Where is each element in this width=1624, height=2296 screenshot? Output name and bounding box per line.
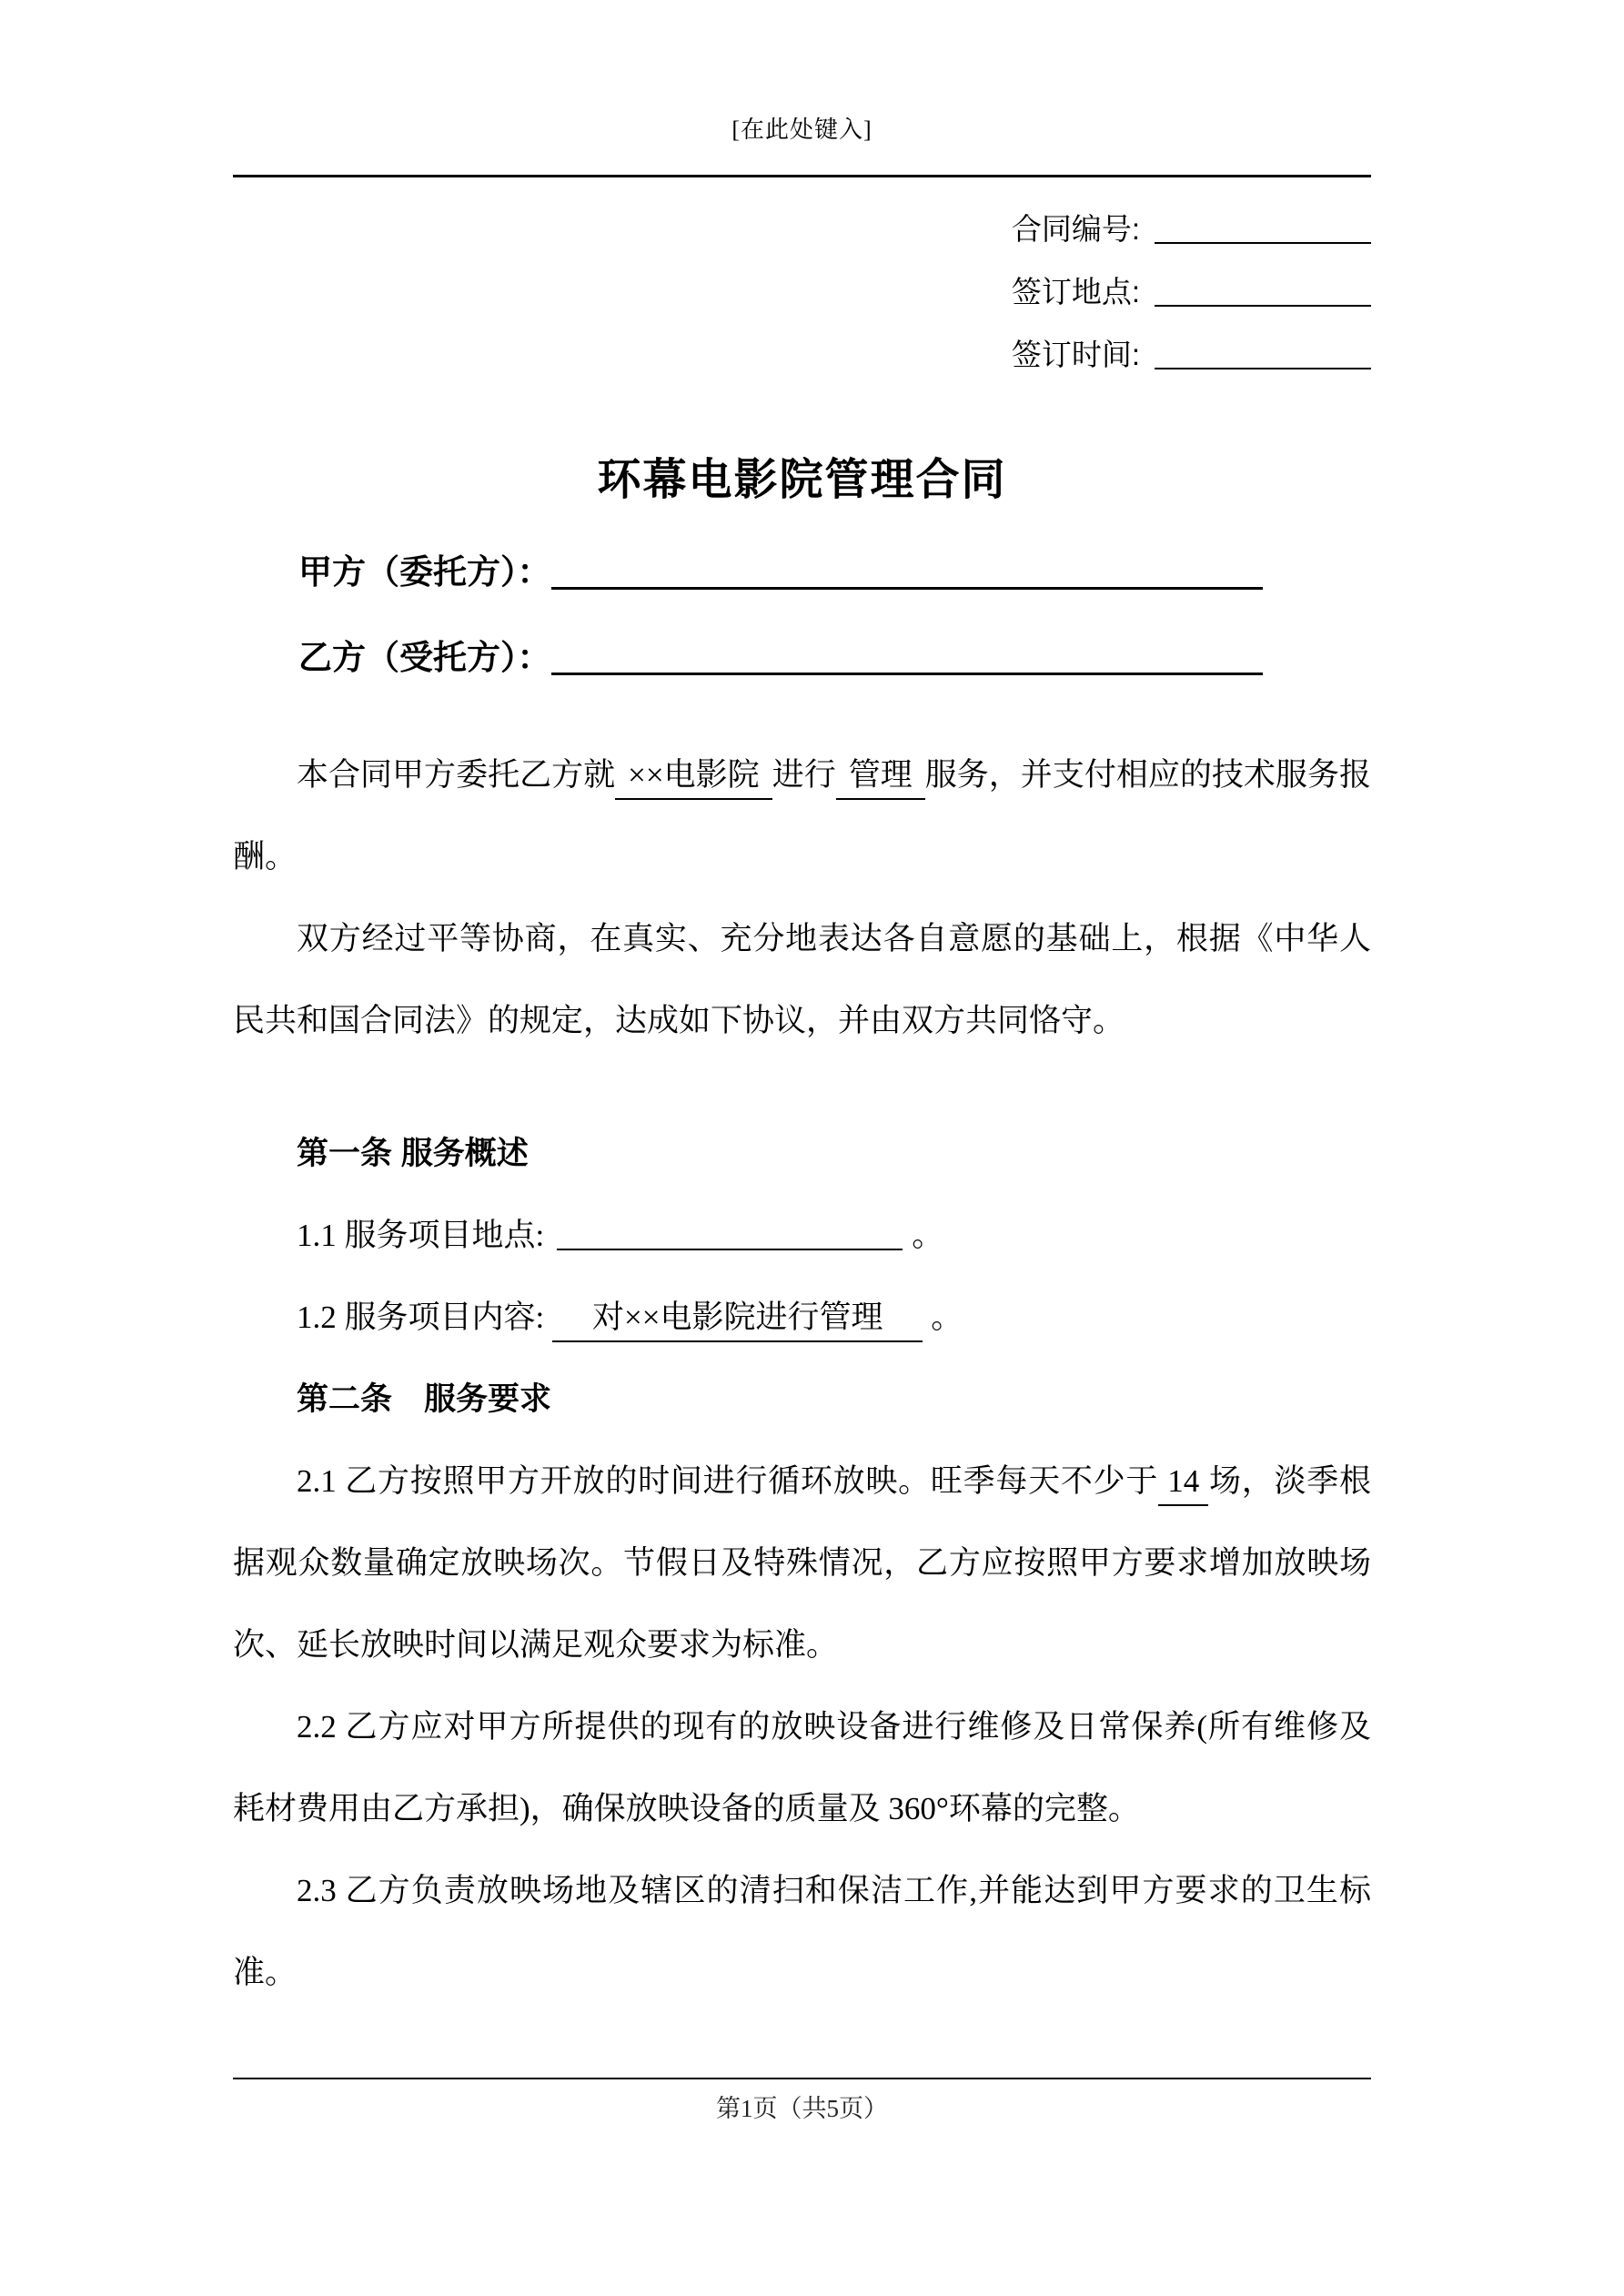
intro-p1-text-3: 服务，并支付相应的技术服务报酬。 [233, 757, 1371, 875]
party-b-row [233, 634, 1371, 682]
item-1-1-blank [557, 1249, 903, 1250]
item-1-2-label: 1.2 服务项目内容: [297, 1300, 545, 1335]
page-header [233, 115, 1371, 146]
sign-place-label: 签订地点: [1011, 275, 1140, 308]
page-number: 第1页（共5页） [716, 2095, 888, 2122]
item-1-1-suffix: 。 [912, 1218, 944, 1253]
section-1-heading: 第一条 服务概述 [297, 1136, 529, 1171]
item-1-2-underlined-value: 对××电影院进行管理 [552, 1300, 923, 1342]
intro-p1-underlined-cinema: ××电影院 [615, 757, 772, 800]
clause-2-1-text-1: 2.1 乙方按照甲方开放的时间进行循环放映。旺季每天不少于 [297, 1463, 1159, 1499]
contract-meta [233, 197, 1371, 386]
sign-time-blank [1155, 368, 1371, 369]
party-a-label: 甲方（委托方）： [298, 553, 551, 591]
header-rule [233, 175, 1371, 177]
sign-place-blank [1155, 305, 1371, 307]
contract-number-label: 合同编号: [1011, 212, 1140, 246]
party-a-blank [551, 587, 1263, 590]
clause-2-1-text-2: 场，淡季根据观众数量确定放映场次。节假日及特殊情况，乙方应按照甲方要求增加放映场次、延长放映时间以满足观众要求为标准。 [233, 1463, 1371, 1663]
party-a-row [233, 549, 1371, 596]
meta-row-sign-place [233, 260, 1371, 323]
page-footer [233, 2078, 1371, 2124]
clause-2-3: 2.3 乙方负责放映场地及辖区的清扫和保洁工作,并能达到甲方要求的卫生标准。 [233, 1873, 1371, 1990]
item-1-2-suffix: 。 [931, 1300, 963, 1335]
contract-body [233, 734, 1371, 2014]
clause-2-1-underlined-count: 14 [1158, 1463, 1208, 1506]
intro-p1-text-1: 本合同甲方委托乙方就 [297, 757, 616, 793]
clause-2-2: 2.2 乙方应对甲方所提供的现有的放映设备进行维修及日常保养(所有维修及耗材费用由乙方承担)，确保放映设备的质量及 360°环幕的完整。 [233, 1709, 1371, 1826]
item-1-1-label: 1.1 服务项目地点: [297, 1218, 545, 1253]
header-placeholder: [在此处键入] [731, 116, 873, 143]
parties-block [233, 549, 1371, 682]
intro-paragraph-2: 双方经过平等协商，在真实、充分地表达各自意愿的基础上，根据《中华人民共和国合同法》的规定，达成如下协议，并由双方共同恪守。 [233, 921, 1371, 1038]
party-b-label: 乙方（受托方）： [298, 639, 551, 676]
intro-p1-text-2: 进行 [772, 757, 836, 793]
sign-time-label: 签订时间: [1011, 338, 1140, 371]
contract-title: 环幕电影院管理合同 [597, 456, 1007, 504]
meta-row-contract-number [233, 197, 1371, 260]
clause-2-1 [233, 1441, 1371, 1686]
section-2-heading: 第二条 服务要求 [297, 1381, 552, 1417]
intro-paragraph-1 [233, 734, 1371, 898]
intro-p1-underlined-service: 管理 [836, 757, 925, 800]
item-1-1 [233, 1195, 1371, 1277]
contract-number-blank [1155, 242, 1371, 244]
meta-row-sign-time [233, 323, 1371, 386]
party-b-blank [551, 673, 1263, 675]
item-1-2 [233, 1277, 1371, 1359]
